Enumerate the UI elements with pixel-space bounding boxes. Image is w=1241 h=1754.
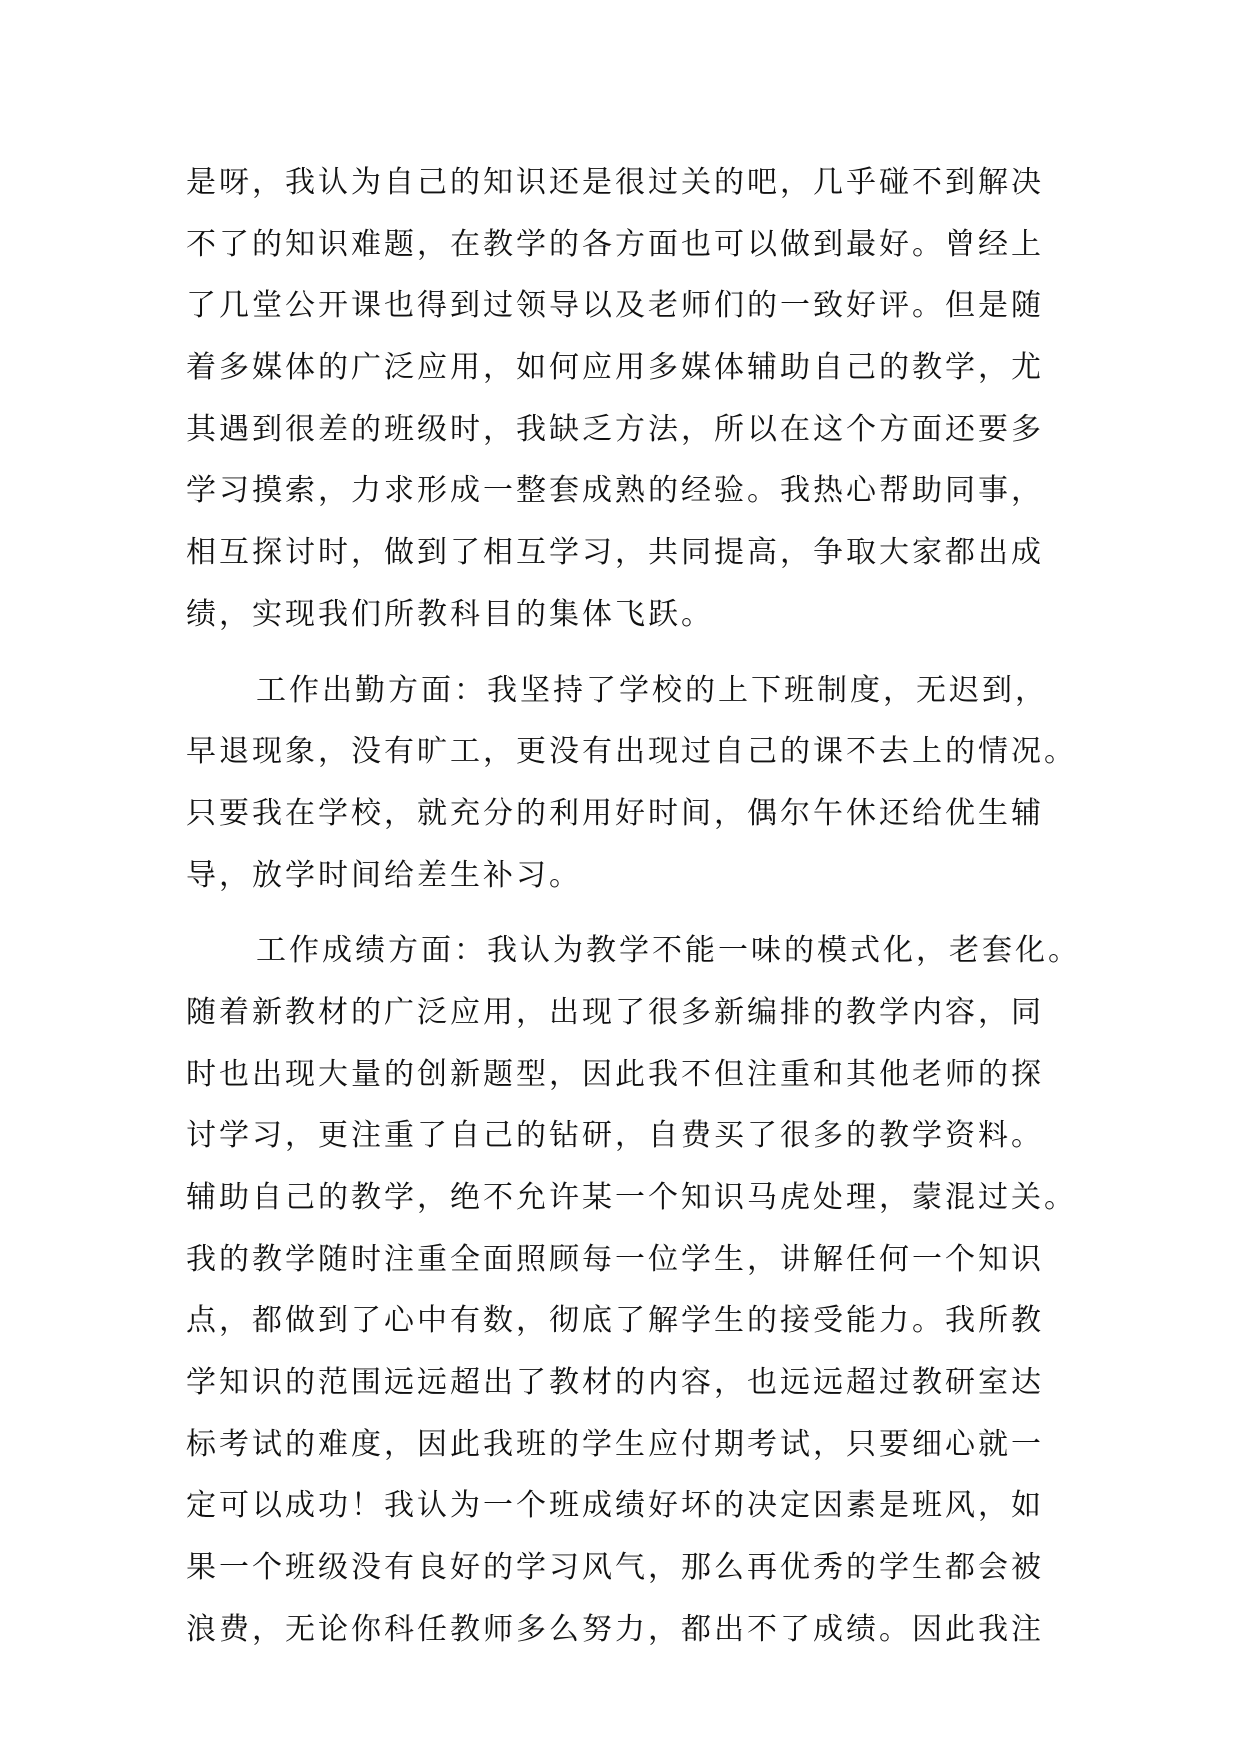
text-line: 标考试的难度，因此我班的学生应付期考试，只要细心就一: [186, 1426, 1044, 1462]
text-line: 果一个班级没有良好的学习风气，那么再优秀的学生都会被: [186, 1550, 1044, 1586]
paragraph-results: [186, 920, 1081, 1660]
text-line: 我的教学随时注重全面照顾每一位学生，讲解任何一个知识: [186, 1241, 1044, 1277]
paragraph-attendance: [186, 660, 1076, 907]
text-line: 学习摸索，力求形成一整套成熟的经验。我热心帮助同事，: [186, 473, 1044, 509]
text-line: 定可以成功！我认为一个班成绩好坏的决定因素是班风，如: [186, 1488, 1044, 1524]
text-line: 讨学习，更注重了自己的钻研，自费买了很多的教学资料。: [186, 1118, 1044, 1154]
text-line: 工作出勤方面：我坚持了学校的上下班制度，无迟到，: [256, 672, 1048, 708]
text-line: 其遇到很差的班级时，我缺乏方法，所以在这个方面还要多: [186, 411, 1044, 447]
text-line: 着多媒体的广泛应用，如何应用多媒体辅助自己的教学，尤: [186, 350, 1044, 386]
text-line: 点，都做到了心中有数，彻底了解学生的接受能力。我所教: [186, 1303, 1044, 1339]
text-line: 随着新教材的广泛应用，出现了很多新编排的教学内容，同: [186, 994, 1044, 1030]
text-line: 辅助自己的教学，绝不允许某一个知识马虎处理，蒙混过关。: [186, 1180, 1077, 1215]
text-line: 学知识的范围远远超出了教材的内容，也远远超过教研室达: [186, 1365, 1044, 1401]
text-line: 早退现象，没有旷工，更没有出现过自己的课不去上的情况。: [186, 734, 1077, 770]
text-line: 不了的知识难题，在教学的各方面也可以做到最好。曾经上: [186, 226, 1044, 262]
paragraph-knowledge: [186, 152, 1076, 646]
text-line: 时也出现大量的创新题型，因此我不但注重和其他老师的探: [186, 1056, 1044, 1092]
text-line: 只要我在学校，就充分的利用好时间，偶尔午休还给优生辅: [186, 795, 1044, 831]
paragraph-gap: [186, 646, 1076, 660]
text-line: 了几堂公开课也得到过领导以及老师们的一致好评。但是随: [186, 288, 1044, 324]
document-body: [186, 152, 1081, 1661]
text-line: 绩，实现我们所教科目的集体飞跃。: [186, 596, 714, 632]
text-line: 是呀，我认为自己的知识还是很过关的吧，几乎碰不到解决: [186, 165, 1044, 200]
paragraph-gap: [186, 906, 1076, 920]
text-line: 浪费，无论你科任教师多么努力，都出不了成绩。因此我注: [186, 1611, 1044, 1647]
text-line: 相互探讨时，做到了相互学习，共同提高，争取大家都出成: [186, 535, 1044, 571]
text-line: 导，放学时间给差生补习。: [186, 857, 582, 893]
text-line: 工作成绩方面：我认为教学不能一味的模式化，老套化。: [256, 933, 1081, 969]
